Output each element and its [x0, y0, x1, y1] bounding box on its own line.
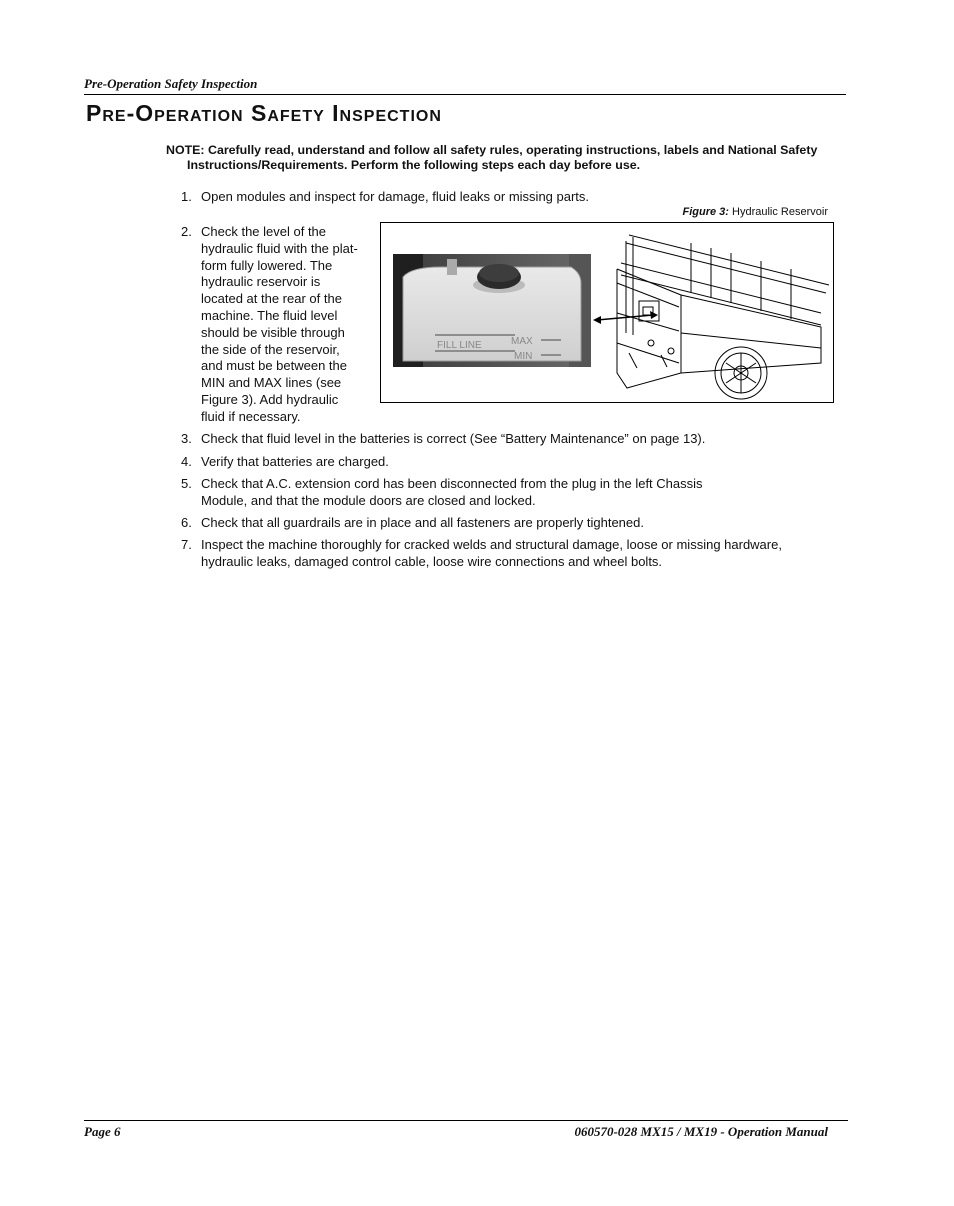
step-number: 3. — [181, 431, 192, 446]
page-number: Page 6 — [84, 1124, 121, 1139]
step-line: hydraulic reservoir is — [201, 274, 321, 290]
step-line: hydraulic fluid with the plat- — [201, 240, 358, 256]
min-label: MIN — [514, 351, 533, 362]
figure-title: Hydraulic Reservoir — [732, 206, 828, 218]
figure-caption — [683, 206, 829, 218]
step-line: Check that A.C. extension cord has been disconnected from the plug in the left Chassis — [201, 476, 703, 491]
step-number: 4. — [181, 454, 192, 469]
step-line: Inspect the machine thoroughly for cracked welds and structural damage, loose or missing hardware, — [201, 537, 782, 552]
note-text: Carefully read, understand and follow all safety rules, operating instructions, labels and National Safety Instructions/Requirements. Perform the following steps each day before use. — [187, 143, 818, 172]
note-label: NOTE: — [166, 143, 205, 157]
figure-label: Figure 3: — [682, 206, 729, 218]
step-number: 5. — [181, 476, 192, 491]
step-number: 7. — [181, 537, 192, 552]
footer-rule — [84, 1120, 848, 1121]
safety-note — [166, 143, 847, 173]
step-line: MIN and MAX lines (see — [201, 375, 342, 391]
reservoir-photo — [393, 254, 591, 367]
step-line: should be visible through — [201, 324, 345, 340]
step-number: 1. — [181, 189, 192, 204]
step-text — [201, 476, 703, 510]
step-line: fluid if necessary. — [201, 408, 301, 424]
step-number: 6. — [181, 515, 192, 530]
section-title: Pre-Operation Safety Inspection — [86, 100, 442, 126]
step-line: hydraulic leaks, damaged control cable, loose wire connections and wheel bolts. — [201, 553, 663, 569]
step-text: Check that fluid level in the batteries is correct (See “Battery Maintenance” on page 13). — [201, 431, 706, 446]
step-line: Figure 3). Add hydraulic — [201, 391, 339, 407]
step-line: located at the rear of the — [201, 291, 342, 307]
step-line: Check the level of the — [201, 224, 327, 239]
machine-drawing — [617, 235, 829, 399]
step-text — [201, 224, 377, 426]
figure-illustration — [381, 223, 833, 402]
header-rule — [84, 94, 846, 95]
step-text: Open modules and inspect for damage, fluid leaks or missing parts. — [201, 189, 590, 204]
manual-title: 060570-028 MX15 / MX19 - Operation Manual — [574, 1124, 828, 1139]
step-line: machine. The fluid level — [201, 307, 338, 323]
step-line: the side of the reservoir, — [201, 341, 340, 357]
step-number: 2. — [181, 224, 192, 239]
step-line: and must be between the — [201, 358, 347, 374]
running-head: Pre-Operation Safety Inspection — [84, 76, 258, 91]
step-text: Verify that batteries are charged. — [201, 454, 389, 469]
step-text: Check that all guardrails are in place and all fasteners are properly tightened. — [201, 515, 644, 530]
figure-hydraulic-reservoir — [380, 222, 834, 403]
step-text — [201, 537, 782, 571]
fill-line-label: FILL LINE — [437, 340, 482, 351]
step-line: form fully lowered. The — [201, 257, 333, 273]
step-line: Module, and that the module doors are closed and locked. — [201, 492, 536, 508]
max-label: MAX — [511, 336, 533, 347]
